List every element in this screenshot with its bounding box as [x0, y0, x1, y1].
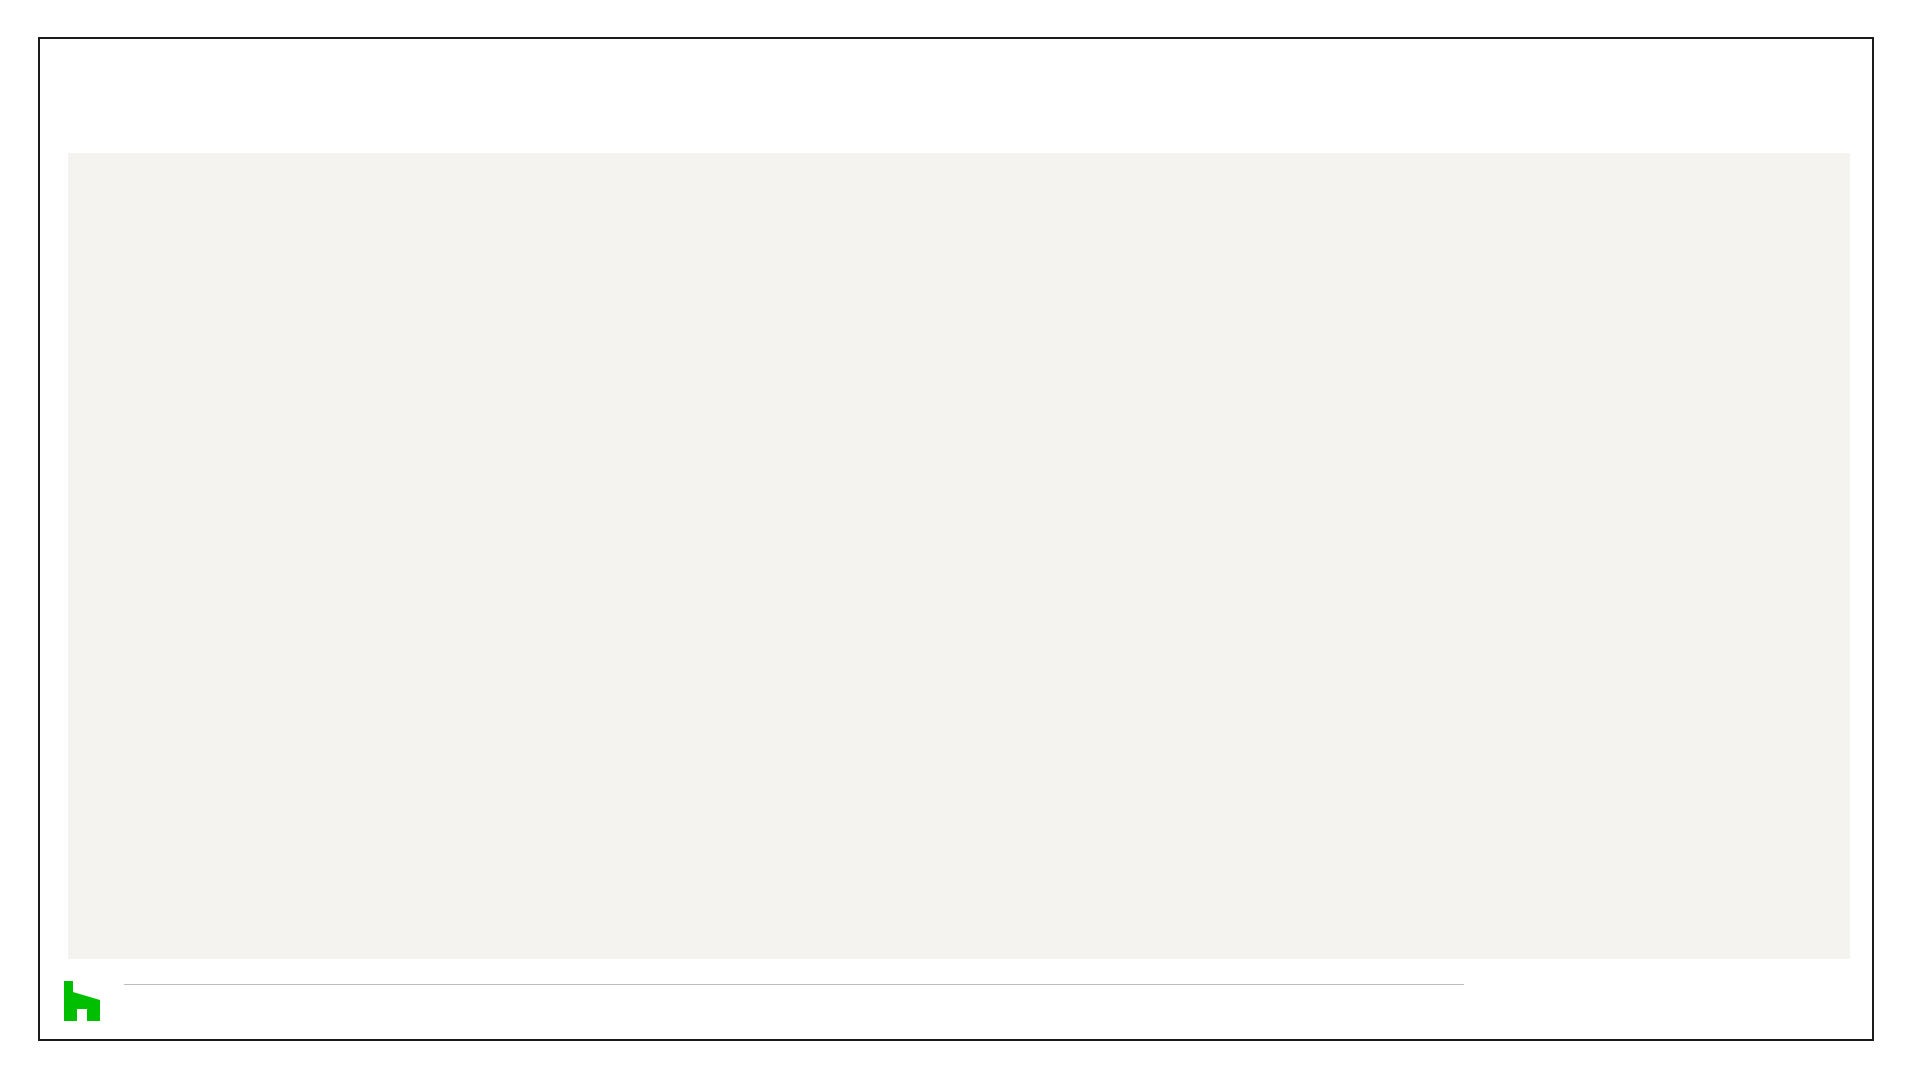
houzz-logo-icon [62, 979, 102, 1023]
infographic-frame [38, 37, 1874, 1041]
chart-panel [68, 153, 1850, 959]
footer-divider [124, 984, 1464, 985]
